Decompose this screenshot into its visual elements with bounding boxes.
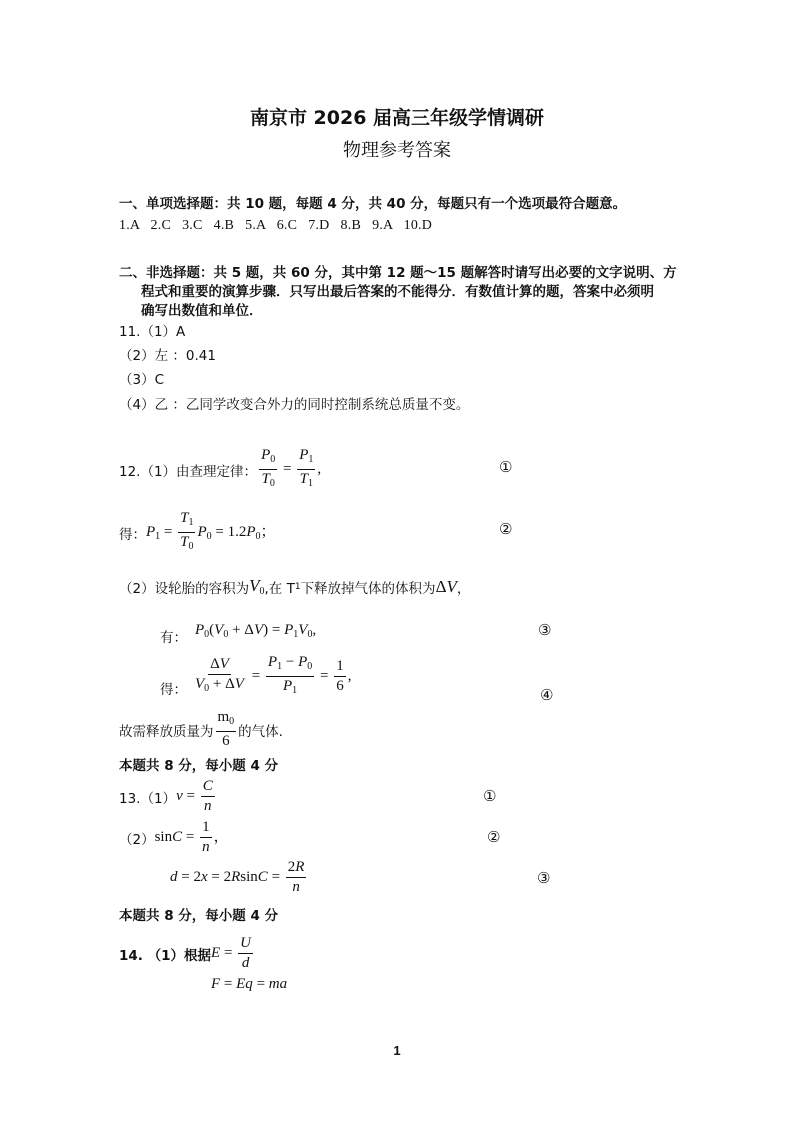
- q13-mark2: ②: [487, 828, 501, 846]
- q14-eq2: F = Eq = ma: [211, 976, 288, 992]
- q12-result-line: [119, 509, 276, 556]
- q13-score: 本题共 8 分，每小题 4 分: [119, 908, 279, 924]
- q12-mark3: ③: [538, 621, 552, 639]
- page-title: 南京市 2026 届高三年级学情调研: [249, 107, 545, 129]
- q12-t1-subscript: 1: [294, 581, 301, 592]
- section1-heading: 一、单项选择题：共 10 题，每题 4 分，共 40 分，每题只有一个选项最符合题意。: [119, 196, 627, 212]
- q12-part2-text-a: （2）设轮胎的容积为: [119, 580, 250, 597]
- q12-charles-law-line: [119, 446, 321, 493]
- page-subtitle: 物理参考答案: [343, 140, 451, 161]
- q12-eq4: $\frac{\Delta V}{V_0 + \Delta V}$ = $\frac{P_1 - P_0}{P_1}$ = $\frac{1}{6}$ ,: [195, 654, 352, 696]
- q12-part2-text-c: 下释放掉气体的体积为: [300, 580, 436, 597]
- q11-part1: 11.（1）A: [119, 324, 186, 340]
- q12-part2-line: （2）设轮胎的容积为 $V_0$ ,在 T 1 下释放掉气体的体积为 ΔV ，: [119, 576, 471, 597]
- q12-got2-label: 得：: [160, 681, 187, 698]
- q13-part1-line: [119, 777, 217, 816]
- q13-mark1: ①: [483, 787, 497, 805]
- q11-part4: （4）乙 ：乙同学改变合外力的同时控制系统总质量不变。: [119, 397, 470, 413]
- q12-mark1: ①: [499, 458, 513, 476]
- section2-heading-line2: 程式和重要的演算步骤．只写出最后答案的不能得分．有数值计算的题，答案中必须明: [141, 284, 654, 300]
- q12-mark2: ②: [499, 520, 513, 538]
- q11-part3: （3）C: [119, 372, 165, 388]
- q12-have-line: [160, 616, 316, 646]
- section1-answers: 1.A 2.C 3.C 4.B 5.A 6.C 7.D 8.B 9.A 10.D: [119, 218, 433, 233]
- q13-eq2: sinC = $\frac{1}{n}$ ，: [154, 819, 229, 855]
- q12-have-label: 有：: [160, 630, 187, 646]
- page-number: 1: [393, 1043, 401, 1058]
- section2-heading-line1: 二、非选择题：共 5 题，共 60 分，其中第 12 题～15 题解答时请写出必要的文字说明、方: [119, 265, 677, 281]
- q12-v0-symbol: $V_0$: [249, 576, 265, 597]
- q12-eq2: $P_1$ = $\frac{T_1}{T_0}$ $P_0 = 1.2P_0$；: [146, 510, 276, 552]
- q14-eq1: E = $\frac{U}{d}$: [211, 935, 251, 971]
- q12-conclusion-a: 故需释放质量为: [119, 723, 214, 740]
- q12-mark4: ④: [540, 686, 554, 704]
- q12-conclusion-b: 的气体.: [238, 723, 283, 740]
- q12-score: 本题共 8 分，每小题 4 分: [119, 758, 279, 774]
- q13-eq3: d = 2x = 2RsinC = $\frac{2R}{n}$: [170, 859, 305, 895]
- q12-conclusion-line: [119, 708, 283, 751]
- q12-got-label: 得：: [119, 526, 146, 543]
- q14-label: 14. （1）根据: [119, 947, 212, 964]
- q12-eq3: $P_0(V_0 + \Delta V) = P_1V_0$,: [195, 622, 317, 640]
- q13-part2-label: （2）: [119, 831, 155, 848]
- q11-part2: （2）左 ：0.41: [119, 348, 216, 364]
- q13-eq3-line: [170, 858, 308, 897]
- q13-eq1: v = $\frac{C}{n}$: [176, 778, 213, 814]
- q13-part1-label: 13.（1）: [119, 790, 177, 807]
- section2-heading-line3: 确写出数值和单位．: [141, 303, 263, 319]
- q12-ratio-line: [160, 653, 351, 700]
- q13-mark3: ③: [537, 869, 551, 887]
- q13-part2-line: [119, 818, 229, 857]
- q12-part2-text-b: ,在 T: [264, 580, 295, 597]
- q12-dv-symbol: ΔV: [435, 576, 457, 596]
- q12-label: 12.（1）由查理定律：: [119, 463, 258, 480]
- q14-line: [119, 934, 255, 973]
- q12-eq1: $\frac{P_0}{T_0}$ = $\frac{P_1}{T_1}$ ,: [261, 447, 322, 489]
- q12-mass-fraction: $\frac{m_0}{6}$: [217, 709, 235, 749]
